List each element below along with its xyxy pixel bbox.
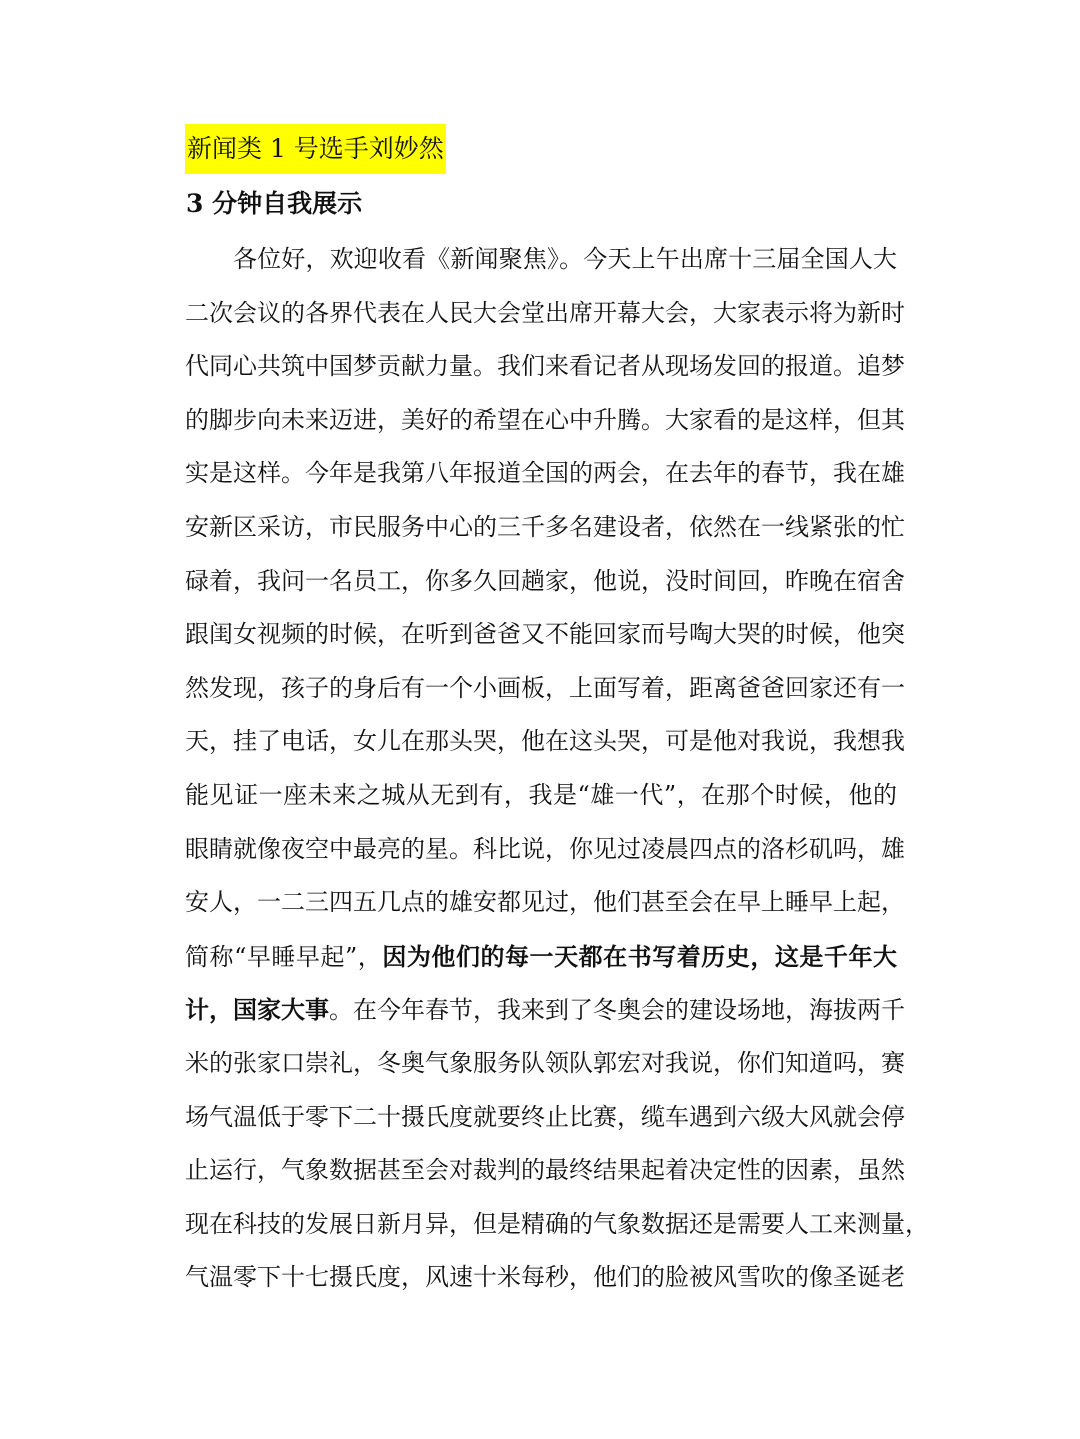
body-line: 的脚步向未来迈进，美好的希望在心中升腾。大家看的是这样，但其	[185, 405, 905, 434]
body-line: 安人，一二三四五几点的雄安都见过，他们甚至会在早上睡早上起，	[185, 888, 905, 917]
body-line: 碌着，我问一名员工，你多久回趟家，他说，没时间回，昨晚在宿舍	[185, 566, 905, 595]
body-line: 能见证一座未来之城从无到有，我是“雄一代”，在那个时候，他的	[185, 780, 897, 809]
body-line: 跟闺女视频的时候，在听到爸爸又不能回家而号啕大哭的时候，他突	[185, 620, 905, 649]
body-line: 场气温低于零下二十摄氏度就要终止比赛，缆车遇到六级大风就会停	[185, 1102, 905, 1131]
body-line: 代同心共筑中国梦贡献力量。我们来看记者从现场发回的报道。追梦	[185, 352, 905, 381]
body-line: 天，挂了电话，女儿在那头哭，他在这头哭，可是他对我说，我想我	[185, 727, 905, 756]
body-line-bold-text: 计，国家大事	[185, 995, 329, 1025]
body-line-mixed	[185, 983, 905, 1037]
body-line-mixed	[185, 930, 897, 984]
body-line: 气温零下十七摄氏度，风速十米每秒，他们的脸被风雪吹的像圣诞老	[185, 1263, 905, 1292]
body-line: 实是这样。今年是我第八年报道全国的两会，在去年的春节，我在雄	[185, 459, 905, 488]
body-line: 然发现，孩子的身后有一个小画板，上面写着，距离爸爸回家还有一	[185, 673, 905, 702]
body-line: 现在科技的发展日新月异，但是精确的气象数据还是需要人工来测量，	[185, 1209, 929, 1238]
body-line: 二次会议的各界代表在人民大会堂出席开幕大会，大家表示将为新时	[185, 298, 905, 327]
body-line-text: 。在今年春节，我来到了冬奥会的建设场地，海拔两千	[329, 996, 905, 1025]
body-line-bold-text: 因为他们的每一天都在书写着历史，这是千年大	[382, 941, 897, 971]
body-line: 各位好，欢迎收看《新闻聚焦》。今天上午出席十三届全国人大	[233, 245, 897, 273]
body-line: 安新区采访，市民服务中心的三千多名建设者，依然在一线紧张的忙	[185, 512, 905, 541]
section-subtitle: 3 分钟自我展示	[186, 189, 363, 218]
body-line-text: 简称“早睡早起”，	[185, 942, 383, 971]
body-line: 米的张家口崇礼，冬奥气象服务队领队郭宏对我说，你们知道吗，赛	[185, 1048, 905, 1077]
body-line: 止运行，气象数据甚至会对裁判的最终结果起着决定性的因素，虽然	[185, 1156, 905, 1185]
speech-body	[185, 233, 929, 1305]
body-line: 眼睛就像夜空中最亮的星。科比说，你见过凌晨四点的洛杉矶吗，雄	[185, 834, 905, 863]
contestant-title: 新闻类 1 号选手刘妙然	[185, 124, 446, 174]
